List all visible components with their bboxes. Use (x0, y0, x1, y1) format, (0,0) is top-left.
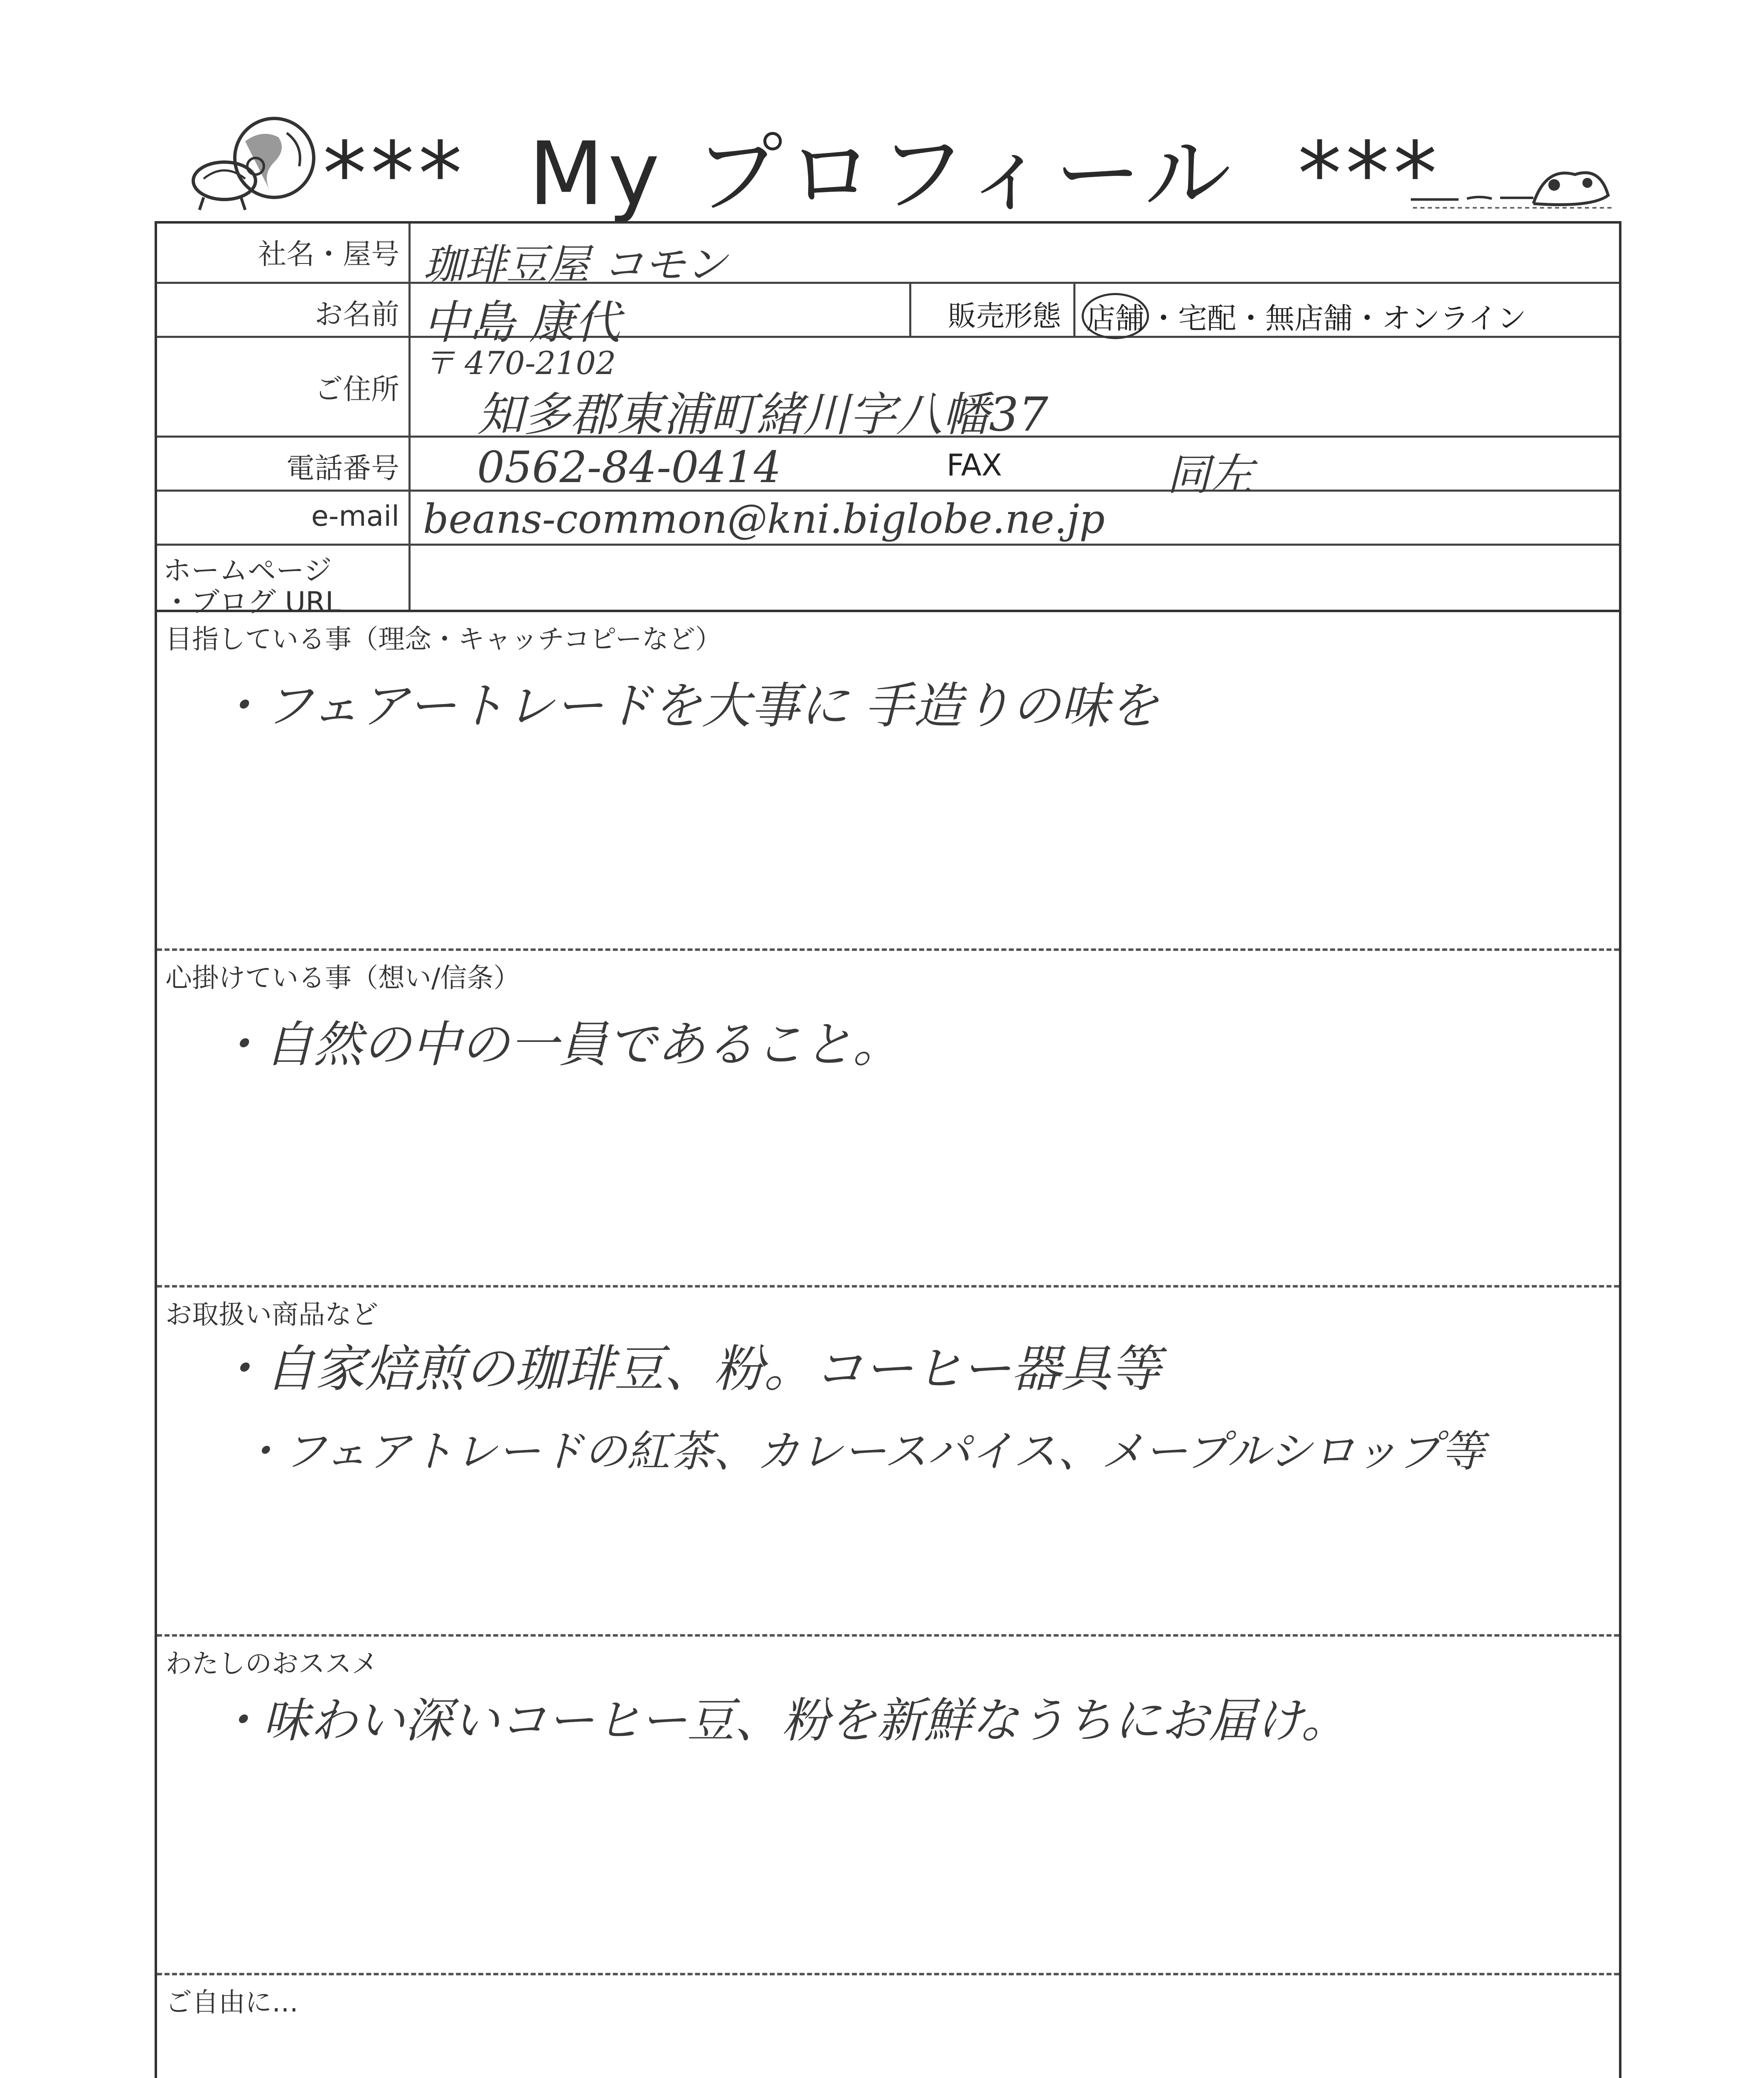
email-value[interactable]: beans-common@kni.biglobe.ne.jp (423, 496, 1105, 542)
sales-option-store-circled[interactable]: 店舗 (1082, 293, 1149, 339)
sales-options (1082, 293, 1526, 339)
phone-value[interactable]: 0562-84-0414 (477, 442, 781, 492)
name-label: お名前 (157, 284, 411, 336)
mindset-title: 心掛けている事（想い/信条） (165, 963, 520, 994)
products-section (157, 1288, 1619, 1637)
email-row (157, 492, 1619, 546)
phone-label: 電話番号 (157, 438, 411, 490)
name-row (157, 284, 1619, 349)
title-stars-left: *** (322, 123, 466, 225)
products-line-2[interactable]: ・フェアトレードの紅茶、カレースパイス、メープルシロップ等 (240, 1426, 1484, 1477)
aims-value[interactable]: ・フェアートレードを大事に 手造りの味を (215, 677, 1159, 734)
name-value[interactable]: 中島 康代 (423, 296, 620, 349)
address-row (157, 338, 1619, 442)
recommend-section (157, 1637, 1619, 1975)
sales-option-others: ・宅配・無店舗・オンライン (1149, 301, 1526, 335)
title-stars-right: *** (1298, 123, 1442, 225)
sales-label: 販売形態 (909, 284, 1075, 336)
homepage-row (157, 546, 1619, 619)
company-label: 社名・屋号 (157, 224, 411, 282)
title-text: My プロフィール (528, 123, 1236, 225)
products-line-1[interactable]: ・自家焙煎の珈琲豆、粉。コーヒー器具等 (215, 1340, 1161, 1398)
recommend-value[interactable]: ・味わい深いコーヒー豆、粉を新鮮なうちにお届け。 (215, 1693, 1348, 1748)
mindset-section (157, 951, 1619, 1288)
page-title (0, 104, 1764, 229)
homepage-label: ホームページ ・ブログ URL (157, 546, 411, 610)
company-value[interactable]: 珈琲豆屋 コモン (423, 240, 727, 289)
company-row (157, 224, 1619, 289)
address-value[interactable]: 知多郡東浦町緒川字八幡37 (477, 388, 1048, 442)
fax-label: FAX (947, 448, 1002, 483)
mindset-value[interactable]: ・自然の中の一員であること。 (215, 1016, 902, 1073)
phone-row (157, 438, 1619, 500)
address-label: ご住所 (157, 338, 411, 436)
products-title: お取扱い商品など (165, 1300, 378, 1330)
free-title: ご自由に… (165, 1987, 298, 2018)
free-section (157, 1975, 1619, 2078)
postal-code[interactable]: 〒 470-2102 (423, 345, 616, 382)
profile-form (155, 221, 1621, 2078)
aims-title: 目指している事（理念・キャッチコピーなど） (165, 624, 722, 655)
recommend-title: わたしのおススメ (165, 1649, 378, 1679)
email-label: e-mail (157, 492, 411, 544)
fax-value[interactable]: 同左 (1167, 449, 1254, 500)
aims-section (157, 612, 1619, 951)
